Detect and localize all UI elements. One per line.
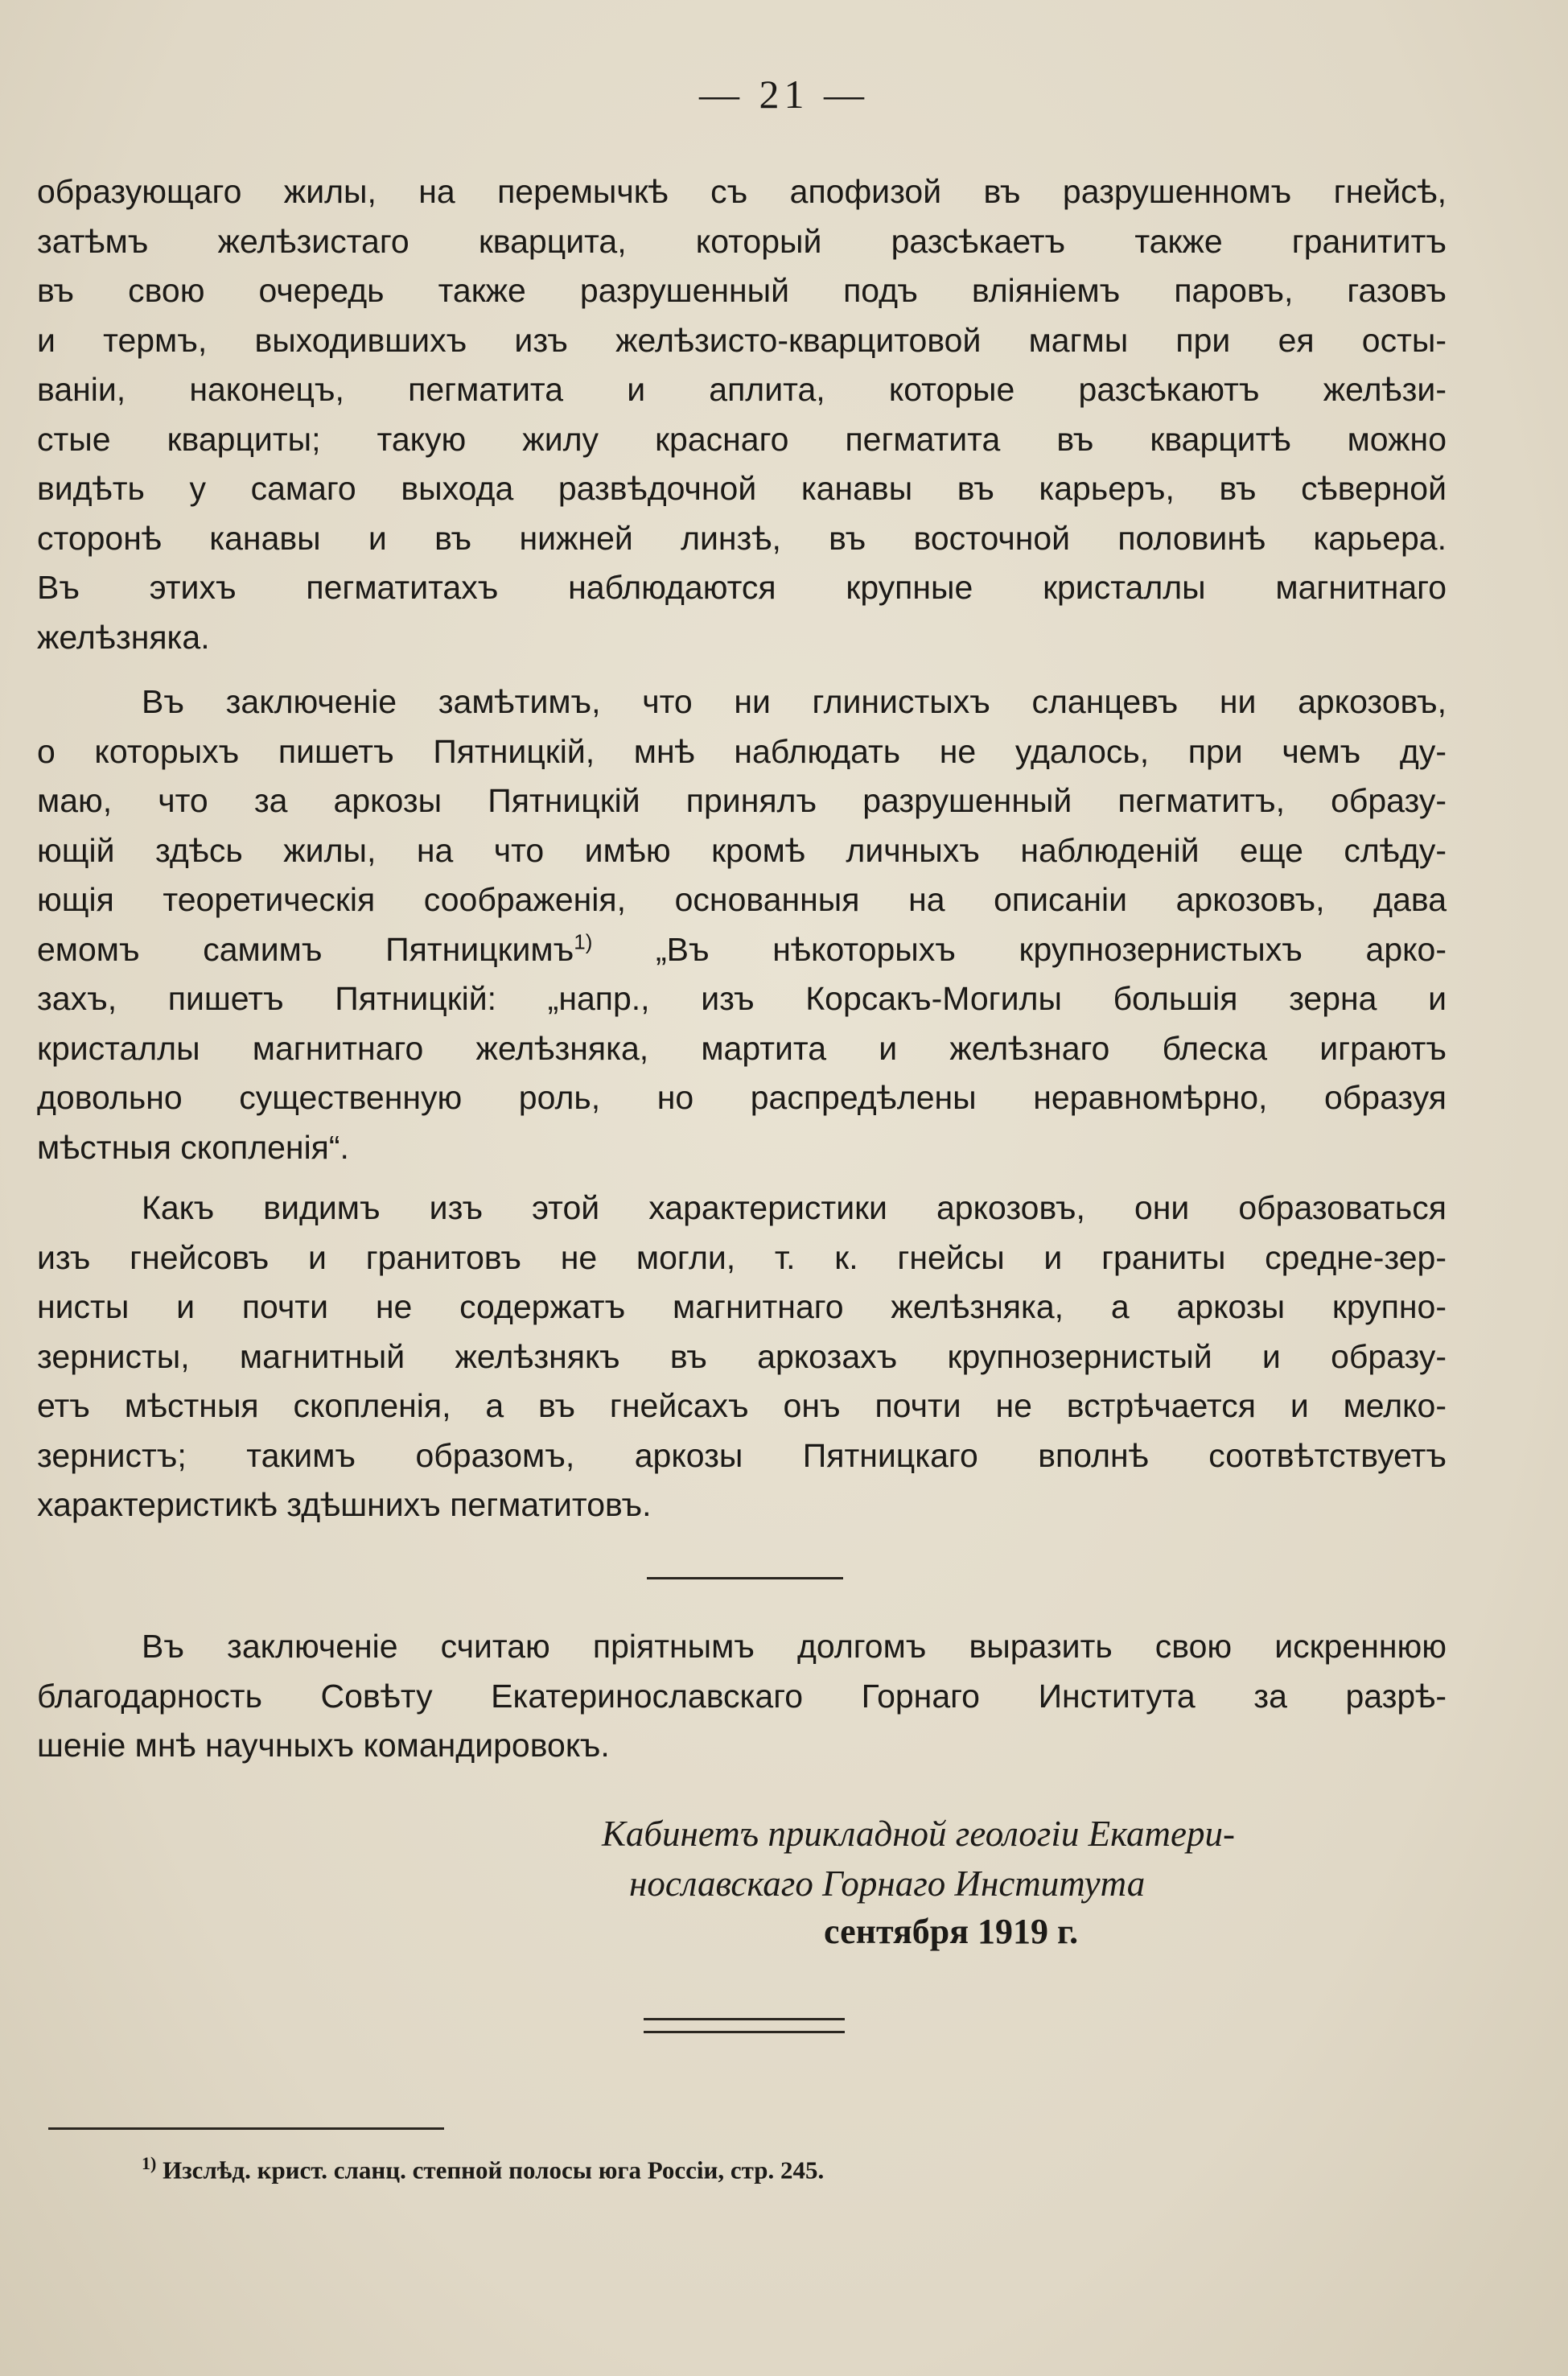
- text-line: довольно существенную роль, но распредѣлены неравномѣрно, образуя: [37, 1079, 1447, 1116]
- text-line: Въ заключеніе считаю пріятнымъ долгомъ выразить свою искреннюю: [142, 1628, 1447, 1665]
- text-line: образующаго жилы, на перемычкѣ съ апофизой въ разрушенномъ гнейсѣ,: [37, 173, 1447, 210]
- text-line: изъ гнейсовъ и гранитовъ не могли, т. к. гнейсы и граниты средне-зер-: [37, 1238, 1447, 1276]
- text-line: маю, что за аркозы Пятницкій принялъ разрушенный пегматитъ, образу-: [37, 782, 1447, 819]
- text-line: характеристикѣ здѣшнихъ пегматитовъ.: [37, 1486, 652, 1523]
- footnote: [142, 2143, 824, 2190]
- text-line: етъ мѣстныя скопленія, а въ гнейсахъ онъ почти не встрѣчается и мелко-: [37, 1387, 1447, 1424]
- text-line: стые кварциты; такую жилу краснаго пегматита въ кварцитѣ можно: [37, 420, 1447, 458]
- text-line: шеніе мнѣ научныхъ командировокъ.: [37, 1727, 610, 1764]
- footnote-marker: 1): [142, 2153, 157, 2173]
- signature-line-2: нославскаго Горнаго Института: [629, 1863, 1146, 1904]
- text-line: зернистъ; такимъ образомъ, аркозы Пятницкаго вполнѣ соотвѣтствуетъ: [37, 1436, 1447, 1474]
- paragraph-2: [37, 677, 1447, 1172]
- text-line: затѣмъ желѣзистаго кварцита, который разсѣкаетъ также гранититъ: [37, 222, 1447, 260]
- end-rule-bottom: [644, 2031, 845, 2033]
- text-fragment: емомъ самимъ Пятницкимъ: [37, 930, 574, 968]
- text-line: въ свою очередь также разрушенный подъ вліяніемъ паровъ, газовъ: [37, 272, 1447, 309]
- end-rule-top: [644, 2018, 845, 2020]
- signature-date: сентября 1919 г.: [824, 1912, 1079, 1951]
- text-line: желѣзняка.: [37, 618, 210, 656]
- text-line: захъ, пишетъ Пятницкій: „напр., изъ Корсакъ-Могилы большія зерна и: [37, 980, 1447, 1017]
- text-line: кристаллы магнитнаго желѣзняка, мартита и желѣзнаго блеска играютъ: [37, 1029, 1447, 1067]
- footnote-separator: [48, 2127, 444, 2130]
- paragraph-1: [37, 167, 1447, 662]
- text-line: нисты и почти не содержатъ магнитнаго желѣзняка, а аркозы крупно-: [37, 1288, 1447, 1325]
- text-line: Въ заключеніе замѣтимъ, что ни глинистыхъ сланцевъ ни аркозовъ,: [142, 683, 1447, 720]
- text-line: [37, 925, 1447, 975]
- text-line: и термъ, выходившихъ изъ желѣзисто-кварцитовой магмы при ея осты-: [37, 321, 1447, 359]
- text-line: сторонѣ канавы и въ нижней линзѣ, въ восточной половинѣ карьера.: [37, 519, 1447, 557]
- text-line: о которыхъ пишетъ Пятницкій, мнѣ наблюдать не удалось, при чемъ ду-: [37, 732, 1447, 770]
- footnote-text: Изслѣд. крист. сланц. степной полосы юга Россіи, стр. 245.: [156, 2156, 825, 2185]
- text-line: благодарность Совѣту Екатеринославскаго Горнаго Института за разрѣ-: [37, 1677, 1447, 1715]
- paragraph-3: [37, 1184, 1447, 1530]
- text-line: Въ этихъ пегматитахъ наблюдаются крупные кристаллы магнитнаго: [37, 569, 1447, 606]
- section-divider: [647, 1577, 843, 1579]
- text-line: ющій здѣсь жилы, на что имѣю кромѣ личныхъ наблюденій еще слѣду-: [37, 831, 1447, 869]
- signature-line-1: Кабинетъ прикладной геологіи Екатери-: [602, 1814, 1235, 1854]
- text-fragment: „Въ нѣкоторыхъ крупнозернистыхъ арко-: [592, 930, 1447, 968]
- text-line: ваніи, наконецъ, пегматита и аплита, которые разсѣкаютъ желѣзи-: [37, 371, 1447, 408]
- paragraph-4: [37, 1622, 1447, 1771]
- text-line: Какъ видимъ изъ этой характеристики аркозовъ, они образоваться: [142, 1189, 1447, 1226]
- text-line: зернисты, магнитный желѣзнякъ въ аркозахъ крупнозернистый и образу-: [37, 1337, 1447, 1375]
- page-number: — 21 —: [699, 72, 869, 117]
- text-line: мѣстныя скопленія“.: [37, 1128, 349, 1166]
- footnote-reference: 1): [574, 929, 593, 953]
- text-line: видѣть у самаго выхода развѣдочной канавы въ карьеръ, въ сѣверной: [37, 470, 1447, 507]
- text-line: ющія теоретическія соображенія, основанныя на описаніи аркозовъ, дава: [37, 881, 1447, 918]
